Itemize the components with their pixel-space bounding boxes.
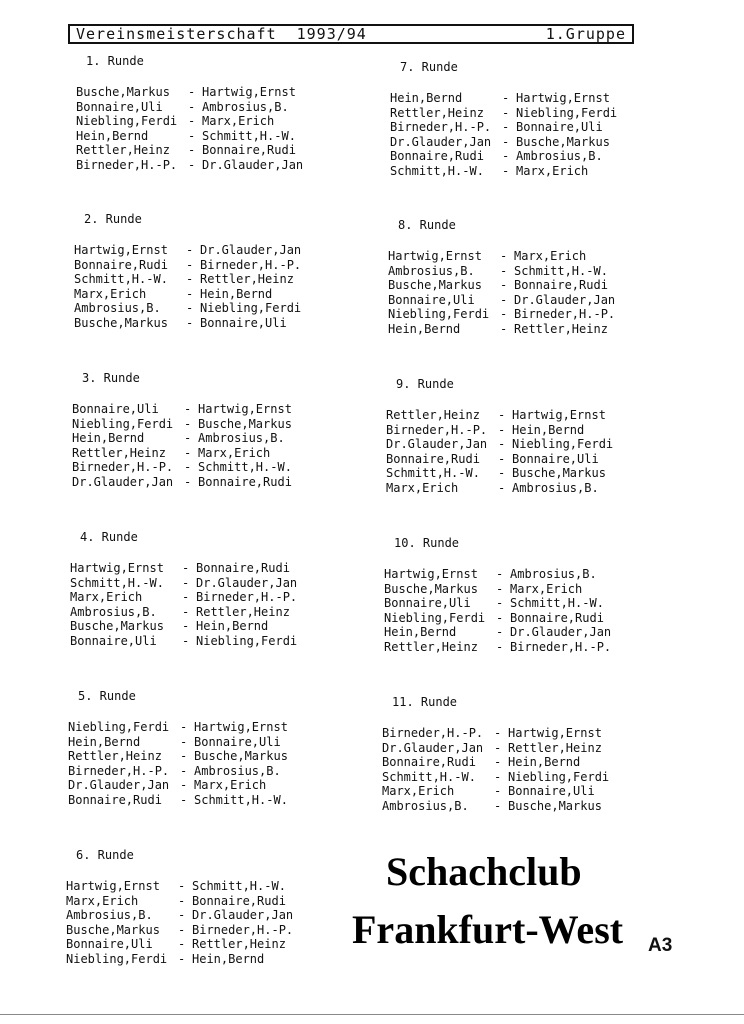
pairing-separator: - bbox=[182, 604, 190, 619]
pairing-separator: - bbox=[184, 416, 192, 431]
home-player: Ambrosius,B. bbox=[74, 301, 161, 315]
pairing-row bbox=[390, 120, 617, 135]
pairing-row bbox=[76, 129, 303, 144]
away-player: Niebling,Ferdi bbox=[200, 301, 302, 315]
pairing-row bbox=[386, 423, 613, 438]
pairing-row bbox=[388, 278, 615, 293]
pairing-separator: - bbox=[494, 740, 502, 755]
pairing-separator: - bbox=[180, 734, 188, 749]
away-player: Bonnaire,Rudi bbox=[510, 610, 604, 625]
pairing-row bbox=[72, 446, 292, 461]
home-player: Bonnaire,Rudi bbox=[74, 257, 168, 272]
pairing-separator: - bbox=[182, 575, 190, 590]
footer-rule bbox=[0, 1014, 744, 1015]
page-number: A3 bbox=[648, 935, 673, 956]
pairing-separator: - bbox=[188, 85, 196, 99]
pairing-row bbox=[70, 576, 297, 591]
pairing-separator: - bbox=[494, 726, 502, 740]
pairing-separator: - bbox=[182, 633, 190, 648]
pairing-separator: - bbox=[502, 91, 510, 105]
pairing-row bbox=[72, 417, 292, 432]
pairing-row bbox=[388, 264, 615, 279]
home-player: Busche,Markus bbox=[70, 619, 164, 633]
pairing-separator: - bbox=[186, 301, 194, 315]
pairing-row bbox=[390, 135, 617, 150]
pairing-separator: - bbox=[188, 143, 196, 157]
pairing-separator: - bbox=[182, 619, 190, 633]
home-player: Birneder,H.-P. bbox=[72, 460, 174, 474]
pairing-row bbox=[388, 293, 615, 308]
away-player: Schmitt,H.-W. bbox=[194, 792, 288, 807]
away-player: Hartwig,Ernst bbox=[516, 91, 610, 105]
pairing-separator: - bbox=[498, 480, 506, 495]
pairing-separator: - bbox=[502, 149, 510, 163]
home-player: Niebling,Ferdi bbox=[68, 720, 170, 734]
home-player: Dr.Glauder,Jan bbox=[382, 740, 484, 755]
pairing-row bbox=[70, 590, 297, 605]
round-title: 1. Runde bbox=[86, 54, 144, 68]
round-title: 6. Runde bbox=[76, 848, 134, 862]
away-player: Marx,Erich bbox=[510, 581, 583, 596]
pairing-row bbox=[390, 164, 617, 179]
away-player: Dr.Glauder,Jan bbox=[514, 292, 616, 307]
away-player: Bonnaire,Rudi bbox=[202, 143, 296, 157]
home-player: Rettler,Heinz bbox=[68, 749, 162, 763]
home-player: Ambrosius,B. bbox=[388, 263, 475, 278]
pairing-separator: - bbox=[494, 755, 502, 769]
home-player: Schmitt,H.-W. bbox=[390, 163, 484, 178]
round-block bbox=[384, 536, 611, 654]
pairing-separator: - bbox=[188, 128, 196, 143]
pairing-row bbox=[384, 582, 611, 597]
pairing-separator: - bbox=[178, 908, 186, 922]
away-player: Hein,Bernd bbox=[512, 422, 585, 437]
pairing-row bbox=[74, 272, 301, 287]
pairing-separator: - bbox=[180, 749, 188, 763]
home-player: Niebling,Ferdi bbox=[76, 114, 178, 128]
round-title: 11. Runde bbox=[392, 695, 458, 709]
pairing-separator: - bbox=[500, 307, 508, 321]
round-title: 2. Runde bbox=[84, 212, 142, 226]
round-title: 3. Runde bbox=[82, 371, 140, 385]
pairing-row bbox=[66, 879, 293, 894]
home-player: Hartwig,Ernst bbox=[74, 243, 168, 257]
pairing-separator: - bbox=[182, 590, 190, 604]
home-player: Busche,Markus bbox=[66, 922, 160, 937]
pairing-row bbox=[384, 611, 611, 626]
pairing-row bbox=[72, 460, 292, 475]
away-player: Bonnaire,Rudi bbox=[192, 893, 286, 908]
away-player: Ambrosius,B. bbox=[194, 763, 281, 778]
pairing-row bbox=[66, 952, 293, 967]
home-player: Bonnaire,Uli bbox=[66, 937, 153, 951]
pairing-row bbox=[76, 100, 303, 115]
home-player: Hein,Bernd bbox=[388, 321, 461, 336]
pairing-row bbox=[384, 596, 611, 611]
pairing-separator: - bbox=[184, 460, 192, 474]
home-player: Rettler,Heinz bbox=[386, 408, 480, 422]
away-player: Ambrosius,B. bbox=[202, 99, 289, 114]
pairing-separator: - bbox=[186, 243, 194, 257]
pairing-separator: - bbox=[502, 105, 510, 120]
pairing-separator: - bbox=[184, 445, 192, 460]
away-player: Birneder,H.-P. bbox=[192, 922, 294, 937]
pairing-separator: - bbox=[180, 720, 188, 734]
away-player: Bonnaire,Rudi bbox=[198, 474, 292, 489]
away-player: Bonnaire,Rudi bbox=[514, 278, 608, 292]
home-player: Bonnaire,Uli bbox=[388, 292, 475, 307]
pairing-row bbox=[70, 561, 297, 576]
home-player: Niebling,Ferdi bbox=[384, 610, 486, 625]
away-player: Schmitt,H.-W. bbox=[514, 263, 608, 278]
pairing-row bbox=[66, 908, 293, 923]
round-title: 8. Runde bbox=[398, 218, 456, 232]
home-player: Hein,Bernd bbox=[384, 625, 457, 639]
pairing-row bbox=[386, 481, 613, 496]
away-player: Schmitt,H.-W. bbox=[192, 879, 286, 893]
pairing-row bbox=[386, 408, 613, 423]
pairing-row bbox=[68, 749, 288, 764]
away-player: Rettler,Heinz bbox=[196, 604, 290, 619]
away-player: Marx,Erich bbox=[198, 445, 271, 460]
away-player: Schmitt,H.-W. bbox=[198, 460, 292, 474]
away-player: Rettler,Heinz bbox=[192, 937, 286, 951]
pairing-row bbox=[74, 287, 301, 302]
header-box bbox=[68, 24, 634, 44]
pairing-separator: - bbox=[184, 402, 192, 416]
away-player: Busche,Markus bbox=[516, 134, 610, 149]
away-player: Bonnaire,Uli bbox=[200, 315, 287, 330]
away-player: Bonnaire,Uli bbox=[516, 120, 603, 134]
pairing-row bbox=[68, 793, 288, 808]
home-player: Bonnaire,Uli bbox=[384, 596, 471, 610]
pairing-row bbox=[68, 720, 288, 735]
away-player: Hein,Bernd bbox=[508, 755, 581, 769]
home-player: Marx,Erich bbox=[74, 286, 147, 301]
away-player: Ambrosius,B. bbox=[516, 149, 603, 163]
round-title: 10. Runde bbox=[394, 536, 460, 550]
round-block bbox=[388, 218, 615, 336]
away-player: Busche,Markus bbox=[194, 749, 288, 763]
pairing-separator: - bbox=[498, 422, 506, 437]
pairing-separator: - bbox=[178, 922, 186, 937]
pairing-separator: - bbox=[184, 474, 192, 489]
pairing-separator: - bbox=[496, 596, 504, 610]
pairing-separator: - bbox=[180, 763, 188, 778]
home-player: Busche,Markus bbox=[388, 278, 482, 292]
round-title: 4. Runde bbox=[80, 530, 138, 544]
pairing-row bbox=[66, 923, 293, 938]
away-player: Birneder,H.-P. bbox=[510, 639, 612, 654]
home-player: Schmitt,H.-W. bbox=[382, 769, 476, 784]
pairing-row bbox=[390, 149, 617, 164]
pairing-separator: - bbox=[498, 451, 506, 466]
home-player: Dr.Glauder,Jan bbox=[72, 474, 174, 489]
away-player: Birneder,H.-P. bbox=[200, 257, 302, 272]
pairing-row bbox=[382, 799, 609, 814]
home-player: Ambrosius,B. bbox=[382, 798, 469, 813]
pairing-separator: - bbox=[494, 784, 502, 798]
home-player: Marx,Erich bbox=[386, 480, 459, 495]
pairing-row bbox=[70, 634, 297, 649]
home-player: Marx,Erich bbox=[66, 893, 139, 908]
home-player: Schmitt,H.-W. bbox=[386, 466, 480, 480]
home-player: Rettler,Heinz bbox=[72, 445, 166, 460]
home-player: Schmitt,H.-W. bbox=[70, 575, 164, 590]
home-player: Hein,Bernd bbox=[72, 431, 145, 445]
away-player: Schmitt,H.-W. bbox=[510, 596, 604, 610]
home-player: Ambrosius,B. bbox=[70, 604, 157, 619]
home-player: Niebling,Ferdi bbox=[66, 951, 168, 966]
pairing-separator: - bbox=[494, 769, 502, 784]
pairing-row bbox=[386, 466, 613, 481]
away-player: Hartwig,Ernst bbox=[198, 402, 292, 416]
pairing-row bbox=[72, 402, 292, 417]
club-name-line1: Schachclub bbox=[386, 849, 582, 894]
away-player: Ambrosius,B. bbox=[510, 567, 597, 581]
pairing-row bbox=[68, 764, 288, 779]
away-player: Birneder,H.-P. bbox=[196, 590, 298, 604]
round-block bbox=[74, 212, 301, 330]
pairing-separator: - bbox=[188, 157, 196, 172]
home-player: Hartwig,Ernst bbox=[66, 879, 160, 893]
pairing-separator: - bbox=[182, 561, 190, 575]
home-player: Schmitt,H.-W. bbox=[74, 272, 168, 286]
away-player: Hartwig,Ernst bbox=[512, 408, 606, 422]
home-player: Marx,Erich bbox=[70, 590, 143, 604]
pairing-row bbox=[76, 85, 303, 100]
pairing-separator: - bbox=[180, 792, 188, 807]
pairing-row bbox=[74, 301, 301, 316]
club-name-line2: Frankfurt-West bbox=[352, 907, 624, 952]
home-player: Busche,Markus bbox=[76, 85, 170, 99]
pairing-separator: - bbox=[498, 466, 506, 480]
pairing-row bbox=[384, 625, 611, 640]
away-player: Dr.Glauder,Jan bbox=[200, 243, 302, 257]
pairing-row bbox=[72, 475, 292, 490]
round-title: 9. Runde bbox=[396, 377, 454, 391]
home-player: Hartwig,Ernst bbox=[384, 567, 478, 581]
away-player: Dr.Glauder,Jan bbox=[196, 575, 298, 590]
pairing-row bbox=[72, 431, 292, 446]
pairing-separator: - bbox=[186, 286, 194, 301]
pairing-row bbox=[382, 755, 609, 770]
pairing-row bbox=[76, 114, 303, 129]
pairing-separator: - bbox=[180, 778, 188, 792]
home-player: Bonnaire,Uli bbox=[76, 99, 163, 114]
away-player: Dr.Glauder,Jan bbox=[192, 908, 294, 922]
home-player: Ambrosius,B. bbox=[66, 908, 153, 922]
home-player: Dr.Glauder,Jan bbox=[386, 437, 488, 451]
away-player: Niebling,Ferdi bbox=[508, 769, 610, 784]
away-player: Ambrosius,B. bbox=[198, 431, 285, 445]
home-player: Birneder,H.-P. bbox=[390, 120, 492, 134]
pairing-row bbox=[388, 322, 615, 337]
pairing-row bbox=[382, 726, 609, 741]
home-player: Hartwig,Ernst bbox=[70, 561, 164, 575]
away-player: Bonnaire,Uli bbox=[508, 784, 595, 798]
header-season: 1993/94 bbox=[296, 25, 367, 43]
pairing-separator: - bbox=[500, 249, 508, 263]
round-title: 7. Runde bbox=[400, 60, 458, 74]
home-player: Bonnaire,Rudi bbox=[386, 451, 480, 466]
home-player: Bonnaire,Uli bbox=[72, 402, 159, 416]
pairing-row bbox=[70, 619, 297, 634]
pairing-separator: - bbox=[498, 408, 506, 422]
away-player: Ambrosius,B. bbox=[512, 480, 599, 495]
pairing-separator: - bbox=[184, 431, 192, 445]
home-player: Bonnaire,Rudi bbox=[68, 792, 162, 807]
round-block bbox=[72, 371, 292, 489]
pairing-separator: - bbox=[500, 278, 508, 292]
home-player: Hein,Bernd bbox=[68, 734, 141, 749]
round-block bbox=[66, 848, 293, 966]
pairing-row bbox=[74, 316, 301, 331]
away-player: Hein,Bernd bbox=[196, 619, 269, 633]
pairing-row bbox=[386, 452, 613, 467]
pairing-separator: - bbox=[178, 893, 186, 908]
pairing-row bbox=[388, 249, 615, 264]
pairing-separator: - bbox=[498, 437, 506, 451]
pairing-row bbox=[68, 778, 288, 793]
away-player: Hartwig,Ernst bbox=[194, 720, 288, 734]
header-group: 1.Gruppe bbox=[545, 25, 626, 43]
away-player: Niebling,Ferdi bbox=[516, 105, 618, 120]
away-player: Rettler,Heinz bbox=[514, 321, 608, 336]
round-block bbox=[76, 54, 303, 172]
away-player: Bonnaire,Rudi bbox=[196, 561, 290, 575]
pairing-separator: - bbox=[188, 99, 196, 114]
home-player: Birneder,H.-P. bbox=[386, 422, 488, 437]
pairing-separator: - bbox=[502, 120, 510, 134]
round-block bbox=[70, 530, 297, 648]
round-title: 5. Runde bbox=[78, 689, 136, 703]
home-player: Rettler,Heinz bbox=[390, 105, 484, 120]
away-player: Hartwig,Ernst bbox=[508, 726, 602, 740]
pairing-separator: - bbox=[500, 321, 508, 336]
away-player: Dr.Glauder,Jan bbox=[202, 157, 304, 172]
pairing-row bbox=[390, 91, 617, 106]
home-player: Dr.Glauder,Jan bbox=[390, 134, 492, 149]
away-player: Dr.Glauder,Jan bbox=[510, 625, 612, 639]
pairing-row bbox=[74, 243, 301, 258]
pairing-separator: - bbox=[496, 639, 504, 654]
away-player: Busche,Markus bbox=[512, 466, 606, 480]
pairing-row bbox=[382, 770, 609, 785]
home-player: Bonnaire,Uli bbox=[70, 633, 157, 648]
home-player: Niebling,Ferdi bbox=[72, 416, 174, 431]
pairing-separator: - bbox=[178, 879, 186, 893]
home-player: Hartwig,Ernst bbox=[388, 249, 482, 263]
pairing-separator: - bbox=[496, 610, 504, 625]
round-block bbox=[390, 60, 617, 178]
pairing-separator: - bbox=[186, 257, 194, 272]
away-player: Birneder,H.-P. bbox=[514, 307, 616, 321]
pairing-row bbox=[74, 258, 301, 273]
pairing-row bbox=[76, 158, 303, 173]
away-player: Busche,Markus bbox=[508, 798, 602, 813]
pairing-row bbox=[382, 741, 609, 756]
header-title: Vereinsmeisterschaft bbox=[76, 25, 277, 43]
away-player: Hein,Bernd bbox=[192, 951, 265, 966]
pairing-separator: - bbox=[500, 292, 508, 307]
pairing-row bbox=[382, 784, 609, 799]
pairing-separator: - bbox=[178, 937, 186, 951]
home-player: Busche,Markus bbox=[74, 315, 168, 330]
home-player: Bonnaire,Rudi bbox=[390, 149, 484, 163]
away-player: Busche,Markus bbox=[198, 416, 292, 431]
pairing-separator: - bbox=[500, 263, 508, 278]
pairing-row bbox=[390, 106, 617, 121]
pairing-separator: - bbox=[496, 625, 504, 639]
pairing-separator: - bbox=[502, 163, 510, 178]
pairing-row bbox=[66, 894, 293, 909]
away-player: Rettler,Heinz bbox=[200, 272, 294, 286]
pairing-separator: - bbox=[188, 114, 196, 128]
round-block bbox=[68, 689, 288, 807]
pairing-row bbox=[388, 307, 615, 322]
round-block bbox=[386, 377, 613, 495]
away-player: Hein,Bernd bbox=[200, 286, 273, 301]
away-player: Schmitt,H.-W. bbox=[202, 128, 296, 143]
pairing-row bbox=[68, 735, 288, 750]
away-player: Marx,Erich bbox=[516, 163, 589, 178]
round-block bbox=[382, 695, 609, 813]
home-player: Birneder,H.-P. bbox=[76, 157, 178, 172]
away-player: Bonnaire,Uli bbox=[512, 451, 599, 466]
home-player: Bonnaire,Rudi bbox=[382, 755, 476, 769]
away-player: Marx,Erich bbox=[514, 249, 587, 263]
pairing-separator: - bbox=[186, 272, 194, 286]
away-player: Marx,Erich bbox=[202, 114, 275, 128]
pairing-separator: - bbox=[496, 581, 504, 596]
pairing-separator: - bbox=[186, 315, 194, 330]
home-player: Niebling,Ferdi bbox=[388, 307, 490, 321]
pairing-row bbox=[76, 143, 303, 158]
pairing-row bbox=[66, 937, 293, 952]
pairing-row bbox=[384, 567, 611, 582]
away-player: Niebling,Ferdi bbox=[196, 633, 298, 648]
home-player: Dr.Glauder,Jan bbox=[68, 778, 170, 792]
pairing-separator: - bbox=[502, 134, 510, 149]
pairing-row bbox=[70, 605, 297, 620]
home-player: Birneder,H.-P. bbox=[68, 763, 170, 778]
away-player: Hartwig,Ernst bbox=[202, 85, 296, 99]
pairing-separator: - bbox=[496, 567, 504, 581]
away-player: Niebling,Ferdi bbox=[512, 437, 614, 451]
home-player: Birneder,H.-P. bbox=[382, 726, 484, 740]
pairing-row bbox=[386, 437, 613, 452]
pairing-row bbox=[384, 640, 611, 655]
pairing-separator: - bbox=[494, 798, 502, 813]
away-player: Bonnaire,Uli bbox=[194, 734, 281, 749]
home-player: Hein,Bernd bbox=[76, 128, 149, 143]
home-player: Rettler,Heinz bbox=[384, 639, 478, 654]
away-player: Marx,Erich bbox=[194, 778, 267, 792]
home-player: Rettler,Heinz bbox=[76, 143, 170, 157]
pairing-separator: - bbox=[178, 951, 186, 966]
home-player: Marx,Erich bbox=[382, 784, 455, 798]
home-player: Busche,Markus bbox=[384, 581, 478, 596]
away-player: Rettler,Heinz bbox=[508, 740, 602, 755]
home-player: Hein,Bernd bbox=[390, 91, 463, 105]
